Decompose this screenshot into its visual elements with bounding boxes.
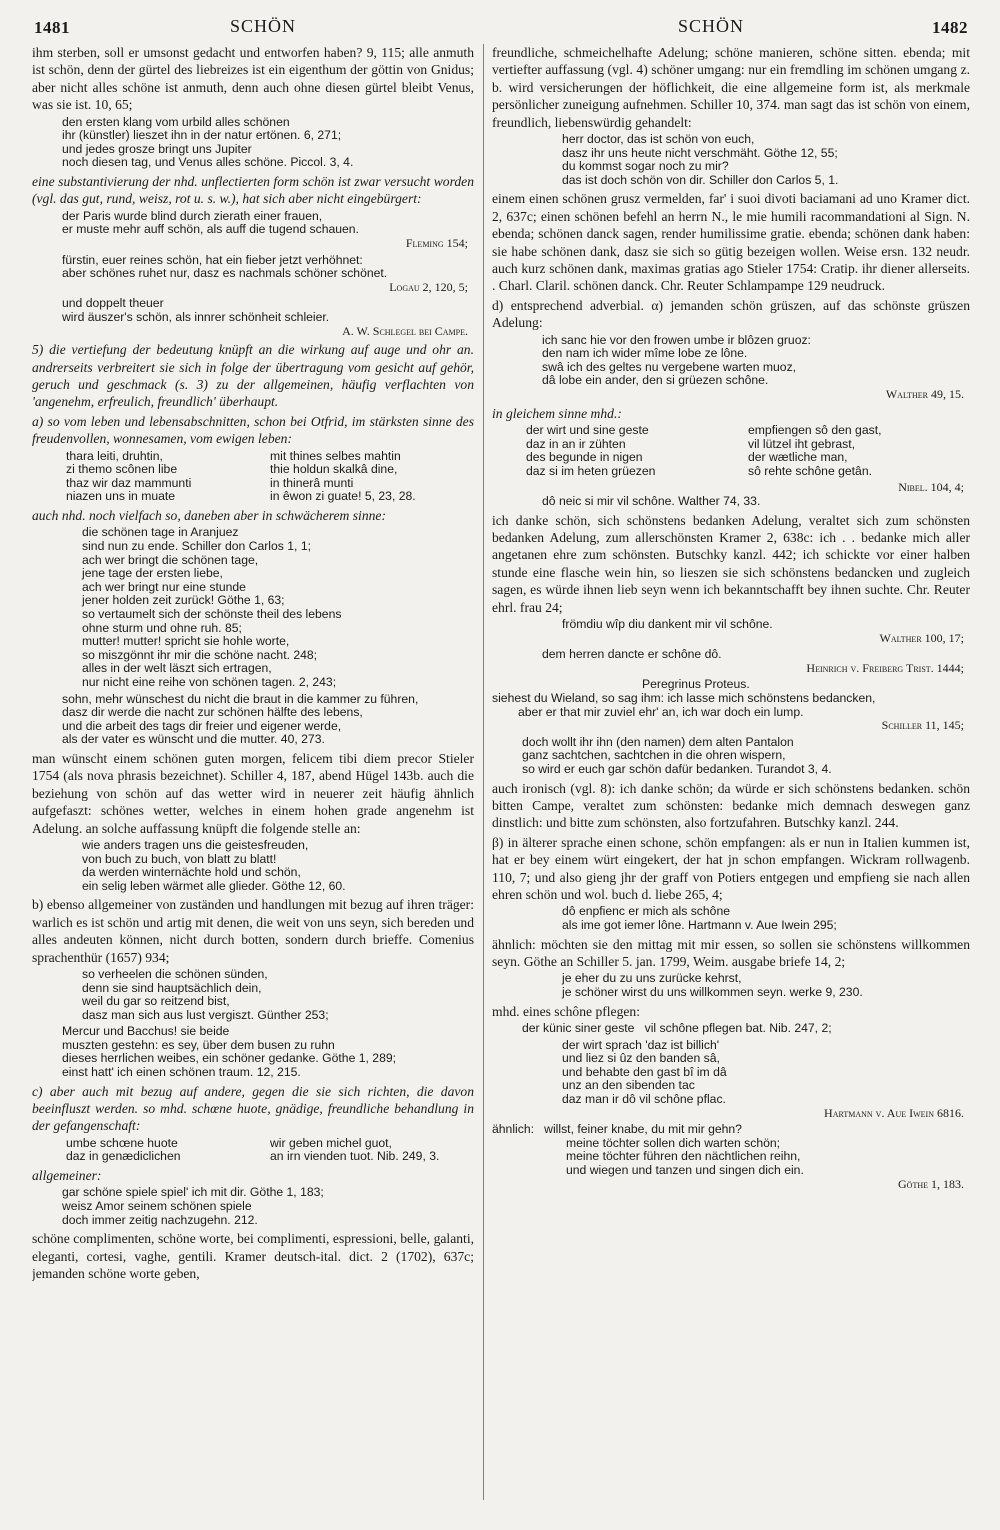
quote-line: ach wer bringt die schönen tage, <box>82 552 259 567</box>
quote-line: vil lützel iht gebrast, <box>748 436 856 451</box>
paragraph: ähnlich: möchten sie den mittag mit mir essen, so sollen sie schönstens willkommen seyn. Göthe an Schiller 5. jan. 1799, Weim. ausgabe briefe 14, 2; <box>492 936 970 969</box>
quote-line: meine töchter führen den nächtlichen reihn, <box>566 1149 801 1164</box>
quotation <box>32 1137 474 1164</box>
quote-line: das ist doch schön von dir. Schiller don Carlos 5, 1. <box>562 172 839 187</box>
quote-source: Göthe 1, 183. <box>898 1176 964 1191</box>
quote-line: sô rehte schône getân. <box>748 463 872 478</box>
quote-line: und wiegen und tanzen und singen dich ein. <box>566 1162 804 1177</box>
quote-line: dem herren dancte er schône dô. <box>542 647 722 662</box>
quote-line: doch immer zeitig nachzugehn. 212. <box>62 1212 258 1227</box>
quote-line: umbe schœne huote <box>66 1135 178 1150</box>
quote-line: sohn, mehr wünschest du nicht die braut in die kammer zu führen, <box>62 691 419 706</box>
quote-line: als ime got iemer lône. Hartmann v. Aue Iwein 295; <box>562 918 837 932</box>
quote-line: dasz dir werde die nacht zur schönen hälfte des lebens, <box>62 705 363 720</box>
paragraph: eine substantivierung der nhd. unflectierten form schön ist zwar versucht worden (vgl. das gut, rund, weisz, rot u. s. w.), hat sich aber nicht eingebürgert: <box>32 174 474 207</box>
quote-line: der wirt sprach 'daz ist billich' <box>562 1037 720 1052</box>
quote-line: je schöner wirst du uns willkommen seyn. werke 9, 230. <box>562 985 863 999</box>
quote-line: ohne sturm und ohne ruh. 85; <box>82 620 242 635</box>
quote-line: Mercur und Bacchus! sie beide <box>62 1024 230 1039</box>
quote-line: und jedes grosze bringt uns Jupiter <box>62 141 252 156</box>
paragraph: einem einen schönen grusz vermelden, far' i suoi divoti baciamani ad uno Kramer dict. 2, 637c; einen schönen befehl an herrn N., le mie humili racommandationi al Sign. N. ebenda; schönen danck sagen, render humilissime gratie. ebenda; schönen dank haben: sie habe schönen dank, dasz sie sich so gütig bezeigen wollen. Weise ersn. 132 neudr. auch kurz schönen dank, maximas gratias ago Stieler 1754: Cratip. ihr diener allerseits. . Charl. Claril. schönen danck. Chr. Reuter Schlampampe 129 neudruck. <box>492 191 970 294</box>
quote-line: in thinerâ munti <box>270 475 354 490</box>
left-running-header <box>34 14 474 40</box>
quote-line: des begunde in nigen <box>526 450 643 465</box>
quote-line: weisz Amor seinem schönen spiele <box>62 1199 252 1214</box>
paragraph: d) entsprechend adverbial. α) jemanden schön grüszen, auf das schönste grüszen Adelung: <box>492 297 970 331</box>
quote-line: wie anders tragen uns die geistesfreuden, <box>82 837 309 852</box>
quotation <box>32 450 474 504</box>
quote-line: und doppelt theuer <box>62 296 164 311</box>
quote-line: an irn vienden tuot. Nib. 249, 3. <box>270 1149 440 1164</box>
quote-line: ein selig leben wärmet alle glieder. Göthe 12, 60. <box>82 878 346 893</box>
paragraph: 5) die vertiefung der bedeutung knüpft an die wirkung auf auge und ohr an. andrerseits verbreitert sie sich in folge der übertragung vom gesicht auf gehör, geruch und geschmack (s. 3) zu der allgemeinen, häufig verflachten von 'angenehm, erfreulich, freundlich' überhaupt. <box>32 342 474 410</box>
quote-line: den ersten klang vom urbild alles schönen <box>62 114 290 129</box>
quote-line: der wætliche man, <box>748 450 848 465</box>
quote-line: als der vater es wünscht und die mutter. 40, 273. <box>62 732 325 747</box>
quotation <box>32 839 474 893</box>
left-page-number: 1481 <box>34 18 70 37</box>
quote-line: swâ ich des geltes nu vergebene warten muoz, <box>542 359 797 374</box>
quotation <box>32 693 474 747</box>
quote-line: und die arbeit des tags dir freier und eigener werde, <box>62 718 342 733</box>
quote-source: Walther 100, 17; <box>879 630 964 645</box>
quote-line: wird äuszer's schön, als innrer schönheit schleier. <box>62 309 330 324</box>
quote-source: Heinrich v. Freiberg Trist. 1444; <box>806 660 964 675</box>
quote-line: herr doctor, das ist schön von euch, <box>562 132 755 147</box>
quote-line: jene tage der ersten liebe, <box>82 566 223 581</box>
quotation <box>492 424 970 478</box>
quote-line: gar schöne spiele spiel' ich mit dir. Göthe 1, 183; <box>62 1185 324 1200</box>
left-headword: SCHÖN <box>230 16 297 36</box>
quote-line: denn sie sind hauptsächlich dein, <box>82 980 262 995</box>
right-page-number: 1482 <box>932 18 968 37</box>
quote-line: je eher du zu uns zurücke kehrst, <box>562 971 742 986</box>
quote-line: empfiengen sô den gast, <box>748 423 882 438</box>
quote-source: A. W. Schlegel bei Campe. <box>342 323 468 338</box>
paragraph: allgemeiner: <box>32 1168 102 1184</box>
quotation <box>32 526 474 689</box>
quote-line: alles in der welt läszt sich ertragen, <box>82 661 272 676</box>
right-running-header <box>508 14 968 40</box>
quote-line: von buch zu buch, von blatt zu blatt! <box>82 851 277 866</box>
quotation <box>492 1022 970 1036</box>
quotation <box>492 481 970 508</box>
paragraph: auch nhd. noch vielfach so, daneben aber in schwächerem sinne: <box>32 507 386 523</box>
quote-line: so verheelen die schönen sünden, <box>82 966 268 981</box>
quote-source: Schiller 11, 145; <box>881 718 964 733</box>
quote-source: Hartmann v. Aue Iwein 6816. <box>824 1105 964 1120</box>
quote-line: der wirt und sine geste <box>526 423 649 438</box>
quote-line: der künic siner geste vil schône pflegen bat. Nib. 247, 2; <box>522 1021 832 1035</box>
quotation <box>32 210 474 251</box>
quote-source: Fleming 154; <box>405 236 468 250</box>
quote-line: die schönen tage in Aranjuez <box>82 525 239 540</box>
quotation <box>492 618 970 645</box>
quote-line: aber schönes ruhet nur, dasz es nachmals schöner schönet. <box>62 266 388 281</box>
quote-line: dô enpfienc er mich als schône <box>562 904 731 919</box>
quote-line: dô neic si mir vil schône. Walther 74, 33. <box>542 494 761 508</box>
quote-line: dieses herrlichen weibes, ein schöner gedanke. Göthe 1, 289; <box>62 1051 397 1066</box>
paragraph: c) aber auch mit bezug auf andere, gegen die sie sich richten, die davon beeinfluszt werden. so mhd. schœne huote, gnädige, freundliche behandlung in der gefangenschaft: <box>32 1083 474 1134</box>
quote-source: Walther 49, 15. <box>885 387 964 402</box>
paragraph: man wünscht einem schönen guten morgen, felicem tibi diem precor Stieler 1754 (als nova phrasis bezeichnet). Schiller 4, 187, abend Hügel 143b. auch die beziehung von schön auf das wetter wird in neuerer zeit häufig ähnlich aufgefaszt: schönes wetter, welches in einem hohen grade angenehm ist Adelung. an solche auffassung knüpft die folgende stelle an: <box>32 750 474 836</box>
quote-line: dasz man sich aus lust vergiszt. Günther 253; <box>82 1007 329 1022</box>
column-divider <box>483 44 484 1500</box>
quotation <box>32 297 474 338</box>
quote-line: ganz sachtchen, sachtchen in die ohren wispern, <box>522 748 786 763</box>
quotation <box>32 116 474 170</box>
quotation <box>32 254 474 295</box>
quote-line: nur nicht eine reihe von schönen tagen. 2, 243; <box>82 674 337 689</box>
quote-source: Nibel. 104, 4; <box>898 480 964 495</box>
paragraph: β) in älterer sprache einen schone, schön empfangen: als er nun in Italien kummen ist, hat er bey einem würt eingekert, der hat jn schon empfangen. Wickram rollwagenb. 110, 7; und also gieng jhr der graff von Potiers entgegen und empfieng sie nach allen ehren schön und wol. buch d. liebe 265, 4; <box>492 834 970 902</box>
quote-line: mit thines selbes mahtin <box>270 448 401 463</box>
quote-line: unz an den sibenden tac <box>562 1078 695 1093</box>
quote-line: daz man ir dô vil schône pflac. <box>562 1091 726 1106</box>
quotation <box>492 905 970 932</box>
quote-line: jener holden zeit zurück! Göthe 1, 63; <box>82 593 285 608</box>
quote-line: den nam ich wider mîme lobe ze lône. <box>542 346 748 361</box>
paragraph: mhd. eines schône pflegen: <box>492 1003 640 1019</box>
quote-line: da werden winternächte hold und schön, <box>82 865 301 880</box>
paragraph: b) ebenso allgemeiner von zuständen und handlungen mit bezug auf ihren träger: warlich es ist schön und artig mit denen, die weit von uns seyn, sich bereden und alles andeuten können, nicht durch botten, sondern durch brieffe. Comenius sprachenthür (1657) 934; <box>32 897 474 965</box>
quote-line: niazen uns in muate <box>66 489 176 504</box>
quote-line: frömdiu wîp diu dankent mir vil schône. <box>562 617 773 632</box>
quote-line: ich sanc hie vor den frowen umbe ir blôzen gruoz: <box>542 332 811 347</box>
quotation <box>492 678 970 732</box>
quote-source: Logau 2, 120, 5; <box>389 279 468 294</box>
quotation <box>32 968 474 1022</box>
quote-line: meine töchter sollen dich warten schön; <box>566 1135 781 1150</box>
quote-line: daz si im heten grüezen <box>526 463 656 478</box>
quote-line: dasz ihr uns heute nicht verschmäht. Göthe 12, 55; <box>562 145 838 160</box>
paragraph: a) so vom leben und lebensabschnitten, schon bei Otfrid, im stärksten sinne des freudenvollen, wonnesamen, vom ewigen leben: <box>32 413 474 447</box>
quote-line: daz in an ir zühten <box>526 436 626 451</box>
quote-line: ihr (künstler) lieszet ihn in der natur ertönen. 6, 271; <box>62 128 342 143</box>
quote-line: ähnlich: willst, feiner knabe, du mit mir gehn? <box>492 1122 742 1137</box>
quote-line: er muste mehr auff schön, als auff die tugend schauen. <box>62 222 359 237</box>
quotation <box>492 972 970 999</box>
quote-line: daz in genædiclichen <box>66 1149 181 1164</box>
quote-line: thie holdun skalkâ dine, <box>270 462 398 477</box>
quote-line: in êwon zi guate! 5, 23, 28. <box>270 489 416 504</box>
quotation <box>492 736 970 777</box>
quote-line: sind nun zu ende. Schiller don Carlos 1, 1; <box>82 538 311 553</box>
left-column <box>32 44 474 1522</box>
quote-line: siehest du Wieland, so sag ihm: ich lasse mich schönstens bedancken, <box>492 691 876 705</box>
quote-line: einst hatt' ich einen schönen traum. 12, 215. <box>62 1065 301 1080</box>
quote-line: und behabte den gast bî im dâ <box>562 1064 727 1079</box>
paragraph: ich danke schön, sich schönstens bedanken Adelung, veraltet sich zum schönsten bedanken Adelung, zum allerschönsten Kramer 2, 638c: ich . . bedanke mich aller angetanen ehre zum schönsten. Butschky kanzl. 442; ich schickte vor einer halben stunde eine flasche wein hin, so lieszen sie sich schönstens bedancken und zugleich sagen, es würde ihnen lieb seyn wenn ich bekanntschafft bey ihnen suchte. Chr. Reuter ehrl. frau 24; <box>492 512 970 615</box>
quote-line: so vertaumelt sich der schönste theil des lebens <box>82 606 342 621</box>
quotation <box>492 648 970 675</box>
paragraph: schöne complimenten, schöne worte, bei complimenti, espressioni, belle, galanti, eleganti, cortesi, vaghe, gentili. Kramer deutsch-ital. dict. 2 (1702), 637c; jemanden schöne worte geben, <box>32 1231 474 1282</box>
quote-line: du kommst sogar noch zu mir? <box>562 159 729 174</box>
quote-line: zi themo scônen libe <box>66 462 178 477</box>
quote-line: thara leiti, druhtin, <box>66 448 163 463</box>
right-headword: SCHÖN <box>678 16 745 36</box>
quotation <box>492 1039 970 1121</box>
paragraph: freundliche, schmeichelhafte Adelung; schöne manieren, schöne sitten. ebenda; mit vertiefter auffassung (vgl. 4) schöner umgang: nur ein fremdling im schönen umgang z. b. wird versicherungen der höflichkeit, die eine allgemeine form ist, als merkmale persönlicher zuneigung aufnehmen. Schiller 10, 374. man sagt das ist schön von einem, freundlich, liebenswürdig gehandelt: <box>492 45 970 130</box>
quotation <box>492 1123 970 1191</box>
quote-line: muszten gestehn: es sey, über dem busen zu ruhn <box>62 1037 335 1052</box>
quote-line: thaz wir daz mammunti <box>66 475 192 490</box>
paragraph: in gleichem sinne mhd.: <box>492 405 622 421</box>
paragraph: ihm sterben, soll er umsonst gedacht und entworfen haben? 9, 115; alle anmuth ist schön, denn der gürtel des liebreizes ist ein eigenthum der göttin von Gnidus; aber nicht alles schöne ist anmuth, denn auch ohne diesen gürtel bleibt Venus, was sie ist. 10, 65; <box>32 45 474 113</box>
quote-line: doch wollt ihr ihn (den namen) dem alten Pantalon <box>522 734 794 749</box>
quote-line: dâ lobe ein ander, den si grüezen schône. <box>542 373 769 388</box>
quotation <box>32 1186 474 1227</box>
right-column <box>492 44 970 1522</box>
quote-line: ach wer bringt nur eine stunde <box>82 579 246 594</box>
quotation <box>492 133 970 187</box>
quote-line: weil du gar so reitzend bist, <box>82 994 230 1009</box>
quote-line: wir geben michel guot, <box>270 1135 392 1150</box>
quote-line: fürstin, euer reines schön, hat ein fieber jetzt verhöhnet: <box>62 252 363 267</box>
quote-line: der Paris wurde blind durch zierath einer frauen, <box>62 208 323 223</box>
quotation <box>32 1025 474 1079</box>
quote-line: Peregrinus Proteus. <box>642 677 750 692</box>
quote-line: so wird er euch gar schön dafür bedanken. Turandot 3, 4. <box>522 761 832 776</box>
quote-line: und liez si ûz den banden sâ, <box>562 1051 720 1066</box>
quote-line: noch diesen tag, und Venus alles schöne. Piccol. 3, 4. <box>62 155 354 170</box>
quotation <box>492 334 970 402</box>
paragraph: auch ironisch (vgl. 8): ich danke schön; da würde er sich schönstens bedanken. schön bitten Campe, veraltet zum schönsten: bedanke mich demnach deswegen ganz dinstlich: und bitte zum schönsten, also fortzufahren. Butschky kanzl. 244. <box>492 780 970 831</box>
quote-line: mutter! mutter! spricht sie hohle worte, <box>82 634 290 649</box>
quote-line: so miszgönnt ihr mir die schöne nacht. 248; <box>82 647 318 662</box>
quote-line: aber er that mir zuviel ehr' an, ich war doch ein lump. <box>518 704 804 719</box>
